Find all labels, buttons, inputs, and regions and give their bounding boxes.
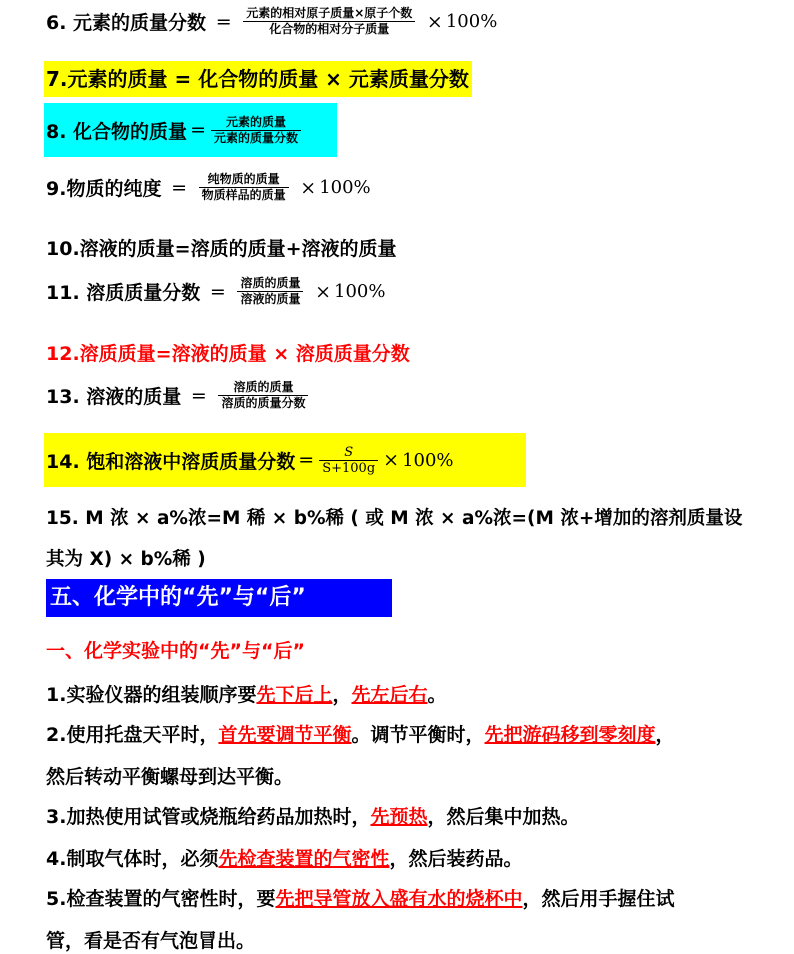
formula-13 <box>46 380 310 411</box>
denominator: 元素的质量分数 <box>211 130 301 146</box>
formula-11-label: 11. 溶质质量分数 <box>46 282 201 304</box>
item-1 <box>46 680 447 707</box>
times-sign: × <box>300 176 317 199</box>
item-text: ，然后用手握住试 <box>522 888 675 910</box>
fraction <box>237 276 303 307</box>
fraction <box>243 6 415 37</box>
item-2 <box>46 720 675 747</box>
item-text: ， <box>332 684 352 706</box>
fraction <box>211 115 301 146</box>
numerator: 纯物质的质量 <box>207 172 280 186</box>
formula-13-label: 13. 溶液的质量 <box>46 386 182 408</box>
equals-sign: = <box>190 119 206 141</box>
item-text: 。调节平衡时， <box>351 724 485 746</box>
subsection-heading: 一、化学实验中的“先”与“后” <box>46 640 305 662</box>
equals-sign: = <box>171 176 187 199</box>
denominator: S+100g <box>319 460 378 476</box>
section-heading: 五、化学中的“先”与“后” <box>46 579 392 617</box>
numerator: 元素的质量 <box>225 114 286 129</box>
formula-10: 10.溶液的质量=溶质的质量+溶液的质量 <box>46 238 397 260</box>
numerator: S <box>344 444 354 460</box>
fraction <box>319 445 378 476</box>
formula-9-label: 9.物质的纯度 <box>46 178 162 200</box>
key-phrase: 先把导管放入盛有水的烧杯中 <box>275 888 523 910</box>
key-phrase: 先左后右 <box>351 684 428 706</box>
formula-7: 7.元素的质量 = 化合物的质量 × 元素质量分数 <box>44 61 472 97</box>
item-5-continued: 管，看是否有气泡冒出。 <box>46 930 256 952</box>
formula-15-line1: 15. M 浓 × a%浓=M 稀 × b%稀 ( 或 M 浓 × a%浓=(M 浓+增加的溶剂质量设 <box>46 508 743 529</box>
denominator: 溶质的质量分数 <box>218 395 308 411</box>
formula-9 <box>46 172 371 203</box>
percent: 100% <box>402 449 454 471</box>
formula-12: 12.溶质质量=溶液的质量 × 溶质质量分数 <box>46 343 410 365</box>
item-text: 5.检查装置的气密性时，要 <box>46 888 276 910</box>
formula-14 <box>44 433 526 487</box>
equals-sign: = <box>215 10 232 33</box>
equals-sign: = <box>298 449 315 471</box>
formula-6-label: 6. 元素的质量分数 <box>46 12 207 34</box>
item-text: 4.制取气体时，必须 <box>46 848 219 870</box>
times-sign: × <box>426 10 443 33</box>
formula-11 <box>46 276 385 307</box>
item-3 <box>46 802 579 829</box>
item-text: ， <box>655 724 675 746</box>
item-text: 1.实验仪器的组装顺序要 <box>46 684 257 706</box>
item-5 <box>46 884 674 911</box>
key-phrase: 首先要调节平衡 <box>218 724 352 746</box>
item-text: 2.使用托盘天平时， <box>46 724 219 746</box>
percent: 100% <box>319 177 371 198</box>
formula-14-label: 14. 饱和溶液中溶质质量分数 <box>46 450 296 473</box>
percent: 100% <box>445 11 498 32</box>
item-text: ，然后集中加热。 <box>427 806 580 828</box>
denominator: 物质样品的质量 <box>199 187 289 203</box>
numerator: 溶质的质量 <box>240 276 301 290</box>
formula-6 <box>46 6 497 37</box>
key-phrase: 先下后上 <box>256 684 333 706</box>
equals-sign: = <box>190 384 207 407</box>
item-2-continued: 然后转动平衡螺母到达平衡。 <box>46 766 294 788</box>
key-phrase: 先预热 <box>370 806 428 828</box>
fraction <box>199 172 289 203</box>
denominator: 溶液的质量 <box>237 291 303 307</box>
fraction <box>218 380 308 411</box>
formula-8-label: 8. 化合物的质量 <box>46 120 188 143</box>
key-phrase: 先检查装置的气密性 <box>218 848 390 870</box>
formula-8 <box>44 103 337 157</box>
denominator: 化合物的相对分子质量 <box>243 21 415 37</box>
times-sign: × <box>383 449 400 471</box>
item-4 <box>46 844 522 871</box>
item-text: 3.加热使用试管或烧瓶给药品加热时， <box>46 806 371 828</box>
formula-15-line2: 其为 X) × b%稀 ) <box>46 549 206 570</box>
equals-sign: = <box>209 280 226 303</box>
item-text: 。 <box>427 684 447 706</box>
numerator: 溶质的质量 <box>233 380 294 394</box>
key-phrase: 先把游码移到零刻度 <box>484 724 656 746</box>
numerator: 元素的相对原子质量×原子个数 <box>246 6 413 20</box>
percent: 100% <box>334 281 386 302</box>
item-text: ，然后装药品。 <box>389 848 523 870</box>
times-sign: × <box>315 280 332 303</box>
